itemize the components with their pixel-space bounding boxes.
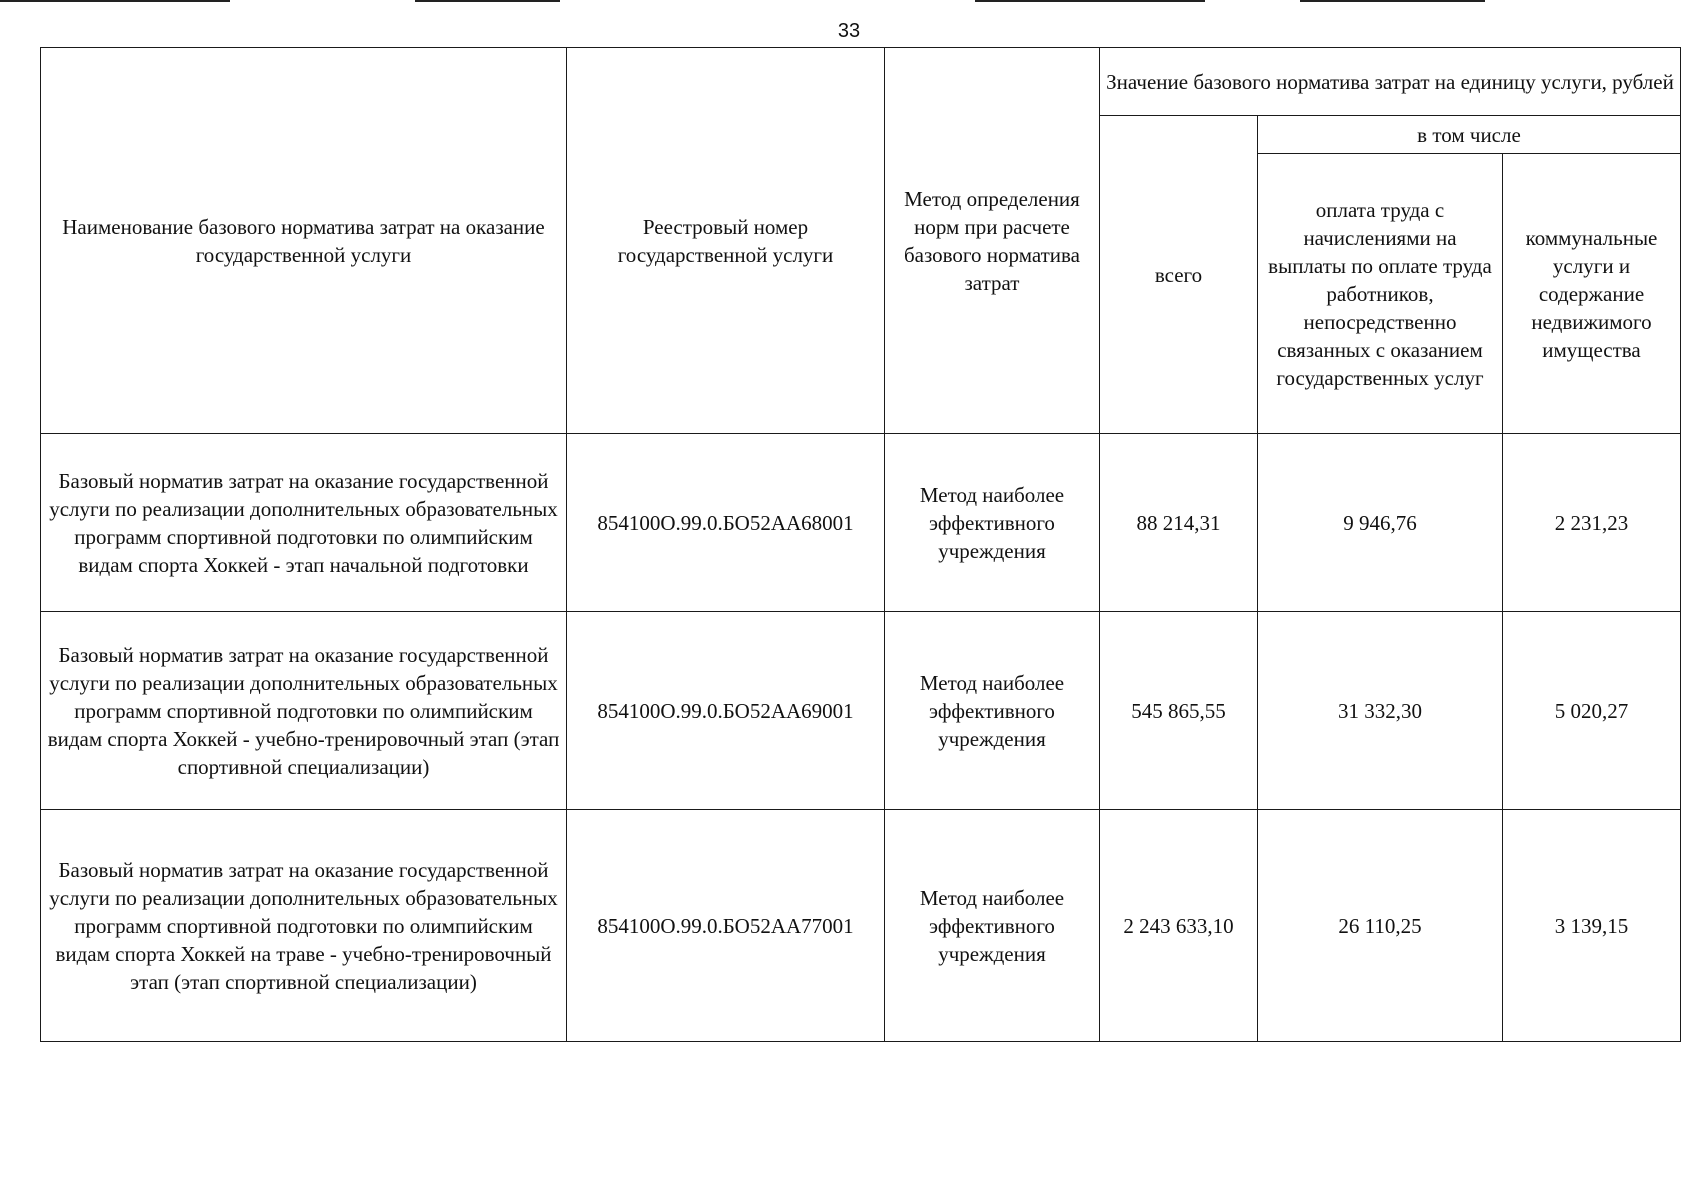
table-row: [41, 434, 1681, 612]
header-method: Метод определения норм при расчете базового норматива затрат: [885, 48, 1100, 434]
page-number: 33: [837, 20, 861, 42]
table-row: [41, 612, 1681, 810]
scan-top-edge-line-center: [415, 0, 560, 2]
header-labor: оплата труда с начислениями на выплаты по оплате труда работников, непосредственно связанных с оказанием государственных услуг: [1258, 154, 1503, 434]
cell-method: Метод наиболее эффективного учреждения: [885, 434, 1100, 612]
table-row: [41, 810, 1681, 1042]
cell-total: 88 214,31: [1100, 434, 1258, 612]
cell-name: Базовый норматив затрат на оказание государственной услуги по реализации дополнительных образовательных программ спортивной подготовки по олимпийским видам спорта Хоккей - учебно-тренировочный этап (этап спортивной специализации): [41, 612, 567, 810]
cell-registry-number: 854100О.99.0.БО52АА77001: [567, 810, 885, 1042]
header-including: в том числе: [1258, 116, 1681, 154]
scan-top-edge-line-center-right: [975, 0, 1205, 2]
header-utilities: коммунальные услуги и содержание недвижимого имущества: [1503, 154, 1681, 434]
scan-top-edge-line-left: [0, 0, 230, 2]
scan-top-edge-line-right: [1300, 0, 1485, 2]
cell-method: Метод наиболее эффективного учреждения: [885, 810, 1100, 1042]
cell-total: 2 243 633,10: [1100, 810, 1258, 1042]
cell-total: 545 865,55: [1100, 612, 1258, 810]
header-value-group: Значение базового норматива затрат на единицу услуги, рублей: [1100, 48, 1681, 116]
cell-labor: 26 110,25: [1258, 810, 1503, 1042]
cell-name: Базовый норматив затрат на оказание государственной услуги по реализации дополнительных образовательных программ спортивной подготовки по олимпийским видам спорта Хоккей - этап начальной подготовки: [41, 434, 567, 612]
cell-utilities: 2 231,23: [1503, 434, 1681, 612]
header-row-main: [41, 48, 1681, 116]
cell-name: Базовый норматив затрат на оказание государственной услуги по реализации дополнительных образовательных программ спортивной подготовки по олимпийским видам спорта Хоккей на траве - учебно-тренировочный этап (этап спортивной специализации): [41, 810, 567, 1042]
header-registry-number: Реестровый номер государственной услуги: [567, 48, 885, 434]
cell-method: Метод наиболее эффективного учреждения: [885, 612, 1100, 810]
header-total: всего: [1100, 116, 1258, 434]
header-name: Наименование базового норматива затрат на оказание государственной услуги: [41, 48, 567, 434]
cost-norm-table: [40, 47, 1681, 1042]
cell-utilities: 3 139,15: [1503, 810, 1681, 1042]
cell-utilities: 5 020,27: [1503, 612, 1681, 810]
cell-registry-number: 854100О.99.0.БО52АА68001: [567, 434, 885, 612]
cell-labor: 9 946,76: [1258, 434, 1503, 612]
cell-labor: 31 332,30: [1258, 612, 1503, 810]
cell-registry-number: 854100О.99.0.БО52АА69001: [567, 612, 885, 810]
